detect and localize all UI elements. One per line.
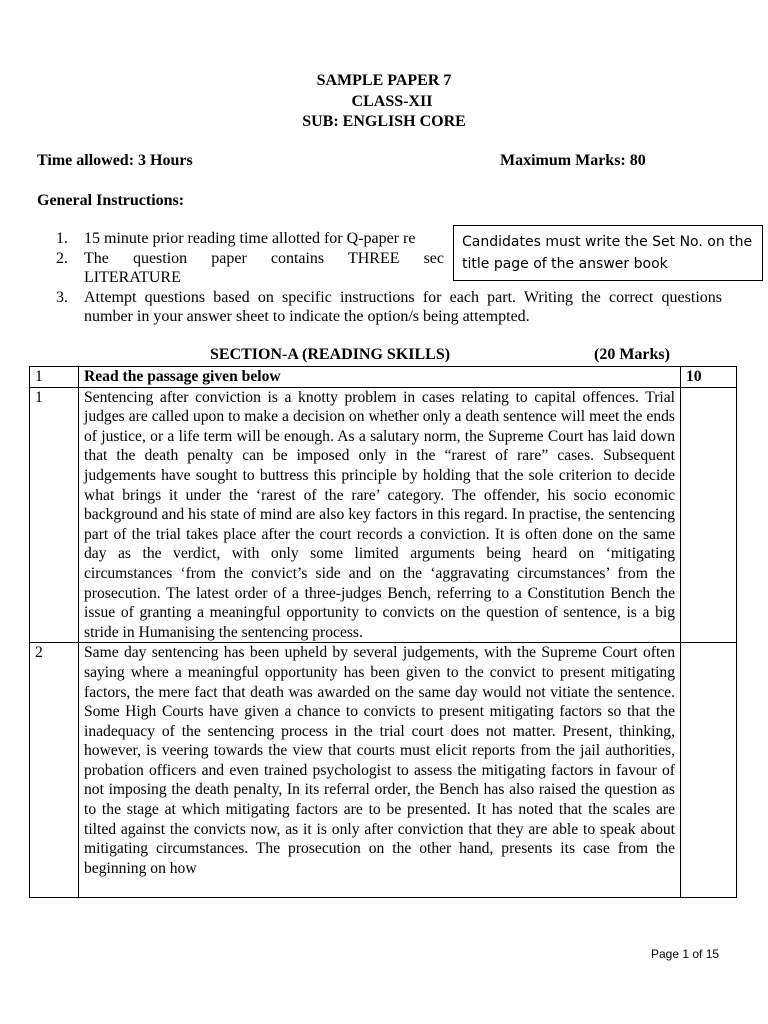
passage-instruction: Read the passage given below	[79, 367, 681, 388]
table-row	[30, 367, 737, 388]
class-label: CLASS-XII	[351, 93, 433, 110]
paper-title: SAMPLE PAPER 7	[316, 72, 452, 89]
passage-paragraph	[79, 643, 681, 898]
row-number: 2	[30, 643, 79, 898]
empty-cell	[681, 643, 737, 898]
time-allowed: Time allowed: 3 Hours	[37, 152, 193, 169]
passage-paragraph: Sentencing after conviction is a knotty problem in cases relating to capital offences. Trial judges are called upon to make a decision on whether only a death sentence will meet the ends of justice, or a life term will be enough. As a salutary norm, the Supreme Court has laid down that the death penalty can be imposed only in the “rarest of rare” cases. Subsequent judgements have sought to buttress this principle by holding that the sole criterion to decide what brings it under the ‘rarest of the rare’ category. The offender, his socio economic background and his state of mind are also key factors in this regard. In practise, the sentencing part of the trial takes place after the court records a conviction. It is often done on the same day as the verdict, with only some limited arguments being heard on ‘mitigating circumstances ‘from the convict’s side and on the ‘aggravating circumstances’ from the prosecution. The latest order of a three-judges Bench, referring to a Constitution Bench the issue of granting a meaningful opportunity to convicts on the question of sentence, is a big stride in Humanising the sentencing process.	[79, 387, 681, 643]
row-number: 1	[30, 387, 79, 643]
paragraph-clip: Same day sentencing has been upheld by several judgements, with the Supreme Court often saying where a meaningful opportunity has been given to the convict to present mitigating factors, the mere fact that death was awarded on the same day would not vitiate the sentence. Some High Courts have given a chance to convicts to present mitigating factors so that the inadequacy of the sentencing process in the trial court does not matter. Present, thinking, however, is veering towards the view that courts must elicit reports from the jail authorities, probation officers and even trained psychologist to assess the mitigating factors in favour of not imposing the death penalty, In its referral order, the Bench has also raised the question as to the stage at which mitigating factors are to be presented. It has noted that the scales are tilted against the convicts now, as it is only after conviction that they are able to speak about mitigating circumstances. The prosecution on the other hand, presents its case from the beginning on how	[84, 644, 675, 877]
instructions-heading: General Instructions:	[37, 192, 185, 209]
section-marks: (20 Marks)	[594, 346, 670, 363]
subject-label: SUB: ENGLISH CORE	[302, 113, 466, 130]
empty-cell	[681, 387, 737, 643]
instruction-number: 3.	[56, 288, 68, 306]
instruction-text: 15 minute prior reading time allotted for Q-paper re	[84, 230, 416, 247]
page-number: Page 1 of 15	[651, 947, 720, 961]
set-number-callout: Candidates must write the Set No. on the title page of the answer book	[453, 225, 763, 281]
table-row	[30, 643, 737, 898]
passage-marks: 10	[681, 367, 737, 388]
instruction-number: 2.	[56, 249, 68, 267]
maximum-marks: Maximum Marks: 80	[500, 152, 646, 169]
instruction-number: 1.	[56, 230, 68, 247]
instruction-text: The question paper contains THREE sec LITERATURE	[84, 249, 444, 286]
table-row	[30, 387, 737, 643]
instruction-text: Attempt questions based on specific instructions for each part. Writing the correct questions number in your answer sheet to indicate the option/s being attempted.	[84, 288, 722, 325]
section-title: SECTION-A (READING SKILLS)	[210, 346, 451, 363]
instruction-item	[56, 288, 722, 327]
passage-table	[29, 366, 737, 898]
row-number: 1	[30, 367, 79, 388]
